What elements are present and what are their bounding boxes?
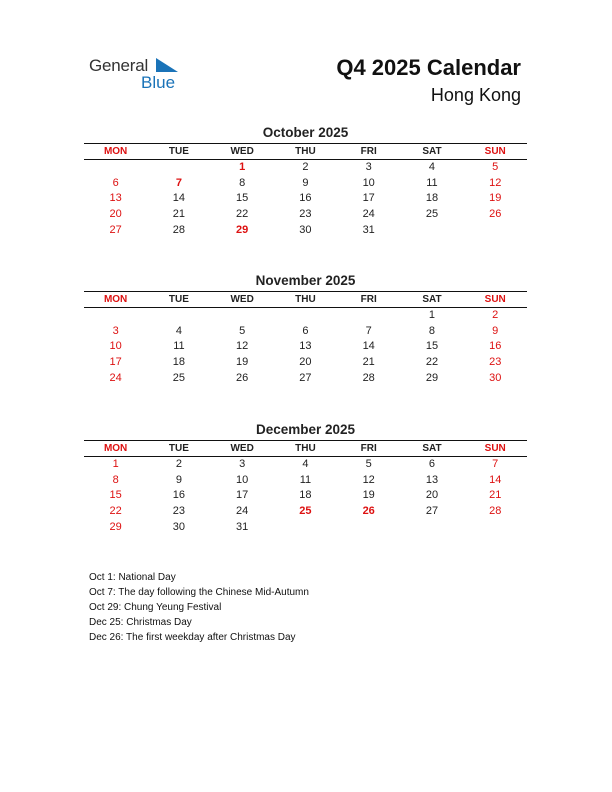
day-cell: 31 bbox=[236, 520, 249, 533]
day-cell: 11 bbox=[173, 340, 185, 353]
day-cell: 4 bbox=[428, 160, 436, 173]
day-cell: 23 bbox=[172, 505, 186, 518]
empty-cell bbox=[337, 520, 400, 536]
day-cell: 30 bbox=[172, 520, 186, 533]
month-title: December 2025 bbox=[255, 422, 356, 437]
week-row bbox=[84, 160, 527, 176]
day-cell: 24 bbox=[109, 371, 122, 384]
day-cell: 7 bbox=[175, 176, 182, 189]
day-cell: 20 bbox=[299, 356, 312, 369]
day-cell: 5 bbox=[365, 457, 372, 470]
day-cell: 16 bbox=[299, 192, 312, 205]
day-cell: 17 bbox=[362, 192, 375, 205]
day-cell: 1 bbox=[112, 457, 119, 470]
day-cell: 5 bbox=[492, 160, 499, 173]
weekday-thu: THU bbox=[274, 144, 337, 160]
day-cell: 24 bbox=[236, 505, 249, 518]
day-cell: 28 bbox=[172, 223, 186, 236]
empty-cell bbox=[274, 520, 337, 536]
day-cell: 5 bbox=[239, 324, 246, 337]
day-cell: 26 bbox=[362, 505, 375, 518]
weekday-tue: TUE bbox=[147, 144, 210, 160]
day-cell: 19 bbox=[236, 356, 249, 369]
month-title: October 2025 bbox=[262, 125, 349, 140]
week-row bbox=[84, 308, 527, 324]
day-cell: 25 bbox=[299, 505, 312, 518]
day-cell: 15 bbox=[109, 489, 122, 502]
weekday-sun: SUN bbox=[464, 144, 527, 160]
weekday-thu: THU bbox=[274, 292, 337, 308]
day-cell: 4 bbox=[302, 457, 309, 470]
day-cell: 9 bbox=[492, 324, 499, 337]
region-name: Hong Kong bbox=[430, 85, 521, 105]
weekday-header bbox=[84, 441, 527, 457]
day-cell: 20 bbox=[109, 208, 122, 221]
day-cell: 30 bbox=[299, 223, 312, 236]
day-cell: 21 bbox=[489, 489, 502, 502]
holiday-note: Oct 1: National Day bbox=[89, 572, 176, 583]
day-cell: 27 bbox=[109, 223, 122, 236]
logo-triangle-icon bbox=[156, 58, 178, 72]
holiday-notes bbox=[89, 570, 309, 645]
empty-cell bbox=[400, 223, 463, 239]
weekday-tue: TUE bbox=[147, 292, 210, 308]
day-cell: 7 bbox=[492, 457, 499, 470]
holiday-note: Dec 25: Christmas Day bbox=[89, 617, 192, 628]
weekday-mon: MON bbox=[84, 144, 147, 160]
day-cell: 9 bbox=[302, 176, 309, 189]
day-cell: 23 bbox=[299, 208, 312, 221]
month-november bbox=[84, 272, 527, 387]
day-cell: 29 bbox=[425, 371, 439, 384]
day-cell: 22 bbox=[236, 208, 249, 221]
day-cell: 26 bbox=[489, 208, 502, 221]
weekday-fri: FRI bbox=[337, 441, 400, 457]
holiday-note: Oct 29: Chung Yeung Festival bbox=[89, 602, 222, 613]
weekday-thu: THU bbox=[274, 441, 337, 457]
day-cell: 17 bbox=[109, 356, 122, 369]
weekday-sun: SUN bbox=[464, 292, 527, 308]
day-cell: 3 bbox=[365, 160, 372, 173]
day-cell: 20 bbox=[425, 489, 439, 502]
day-cell: 13 bbox=[299, 340, 312, 353]
day-cell: 26 bbox=[236, 371, 249, 384]
day-cell: 25 bbox=[172, 371, 186, 384]
day-cell: 28 bbox=[489, 505, 502, 518]
day-cell: 22 bbox=[425, 356, 439, 369]
day-cell: 30 bbox=[489, 371, 502, 384]
page-title: Q4 2025 Calendar bbox=[336, 55, 521, 80]
week-row bbox=[84, 473, 527, 489]
holiday-note: Oct 7: The day following the Chinese Mid-Autumn bbox=[89, 587, 309, 598]
weekday-sat: SAT bbox=[400, 144, 463, 160]
day-cell: 12 bbox=[236, 340, 249, 353]
day-cell: 23 bbox=[489, 356, 502, 369]
day-cell: 18 bbox=[299, 489, 312, 502]
weekday-sun: SUN bbox=[464, 441, 527, 457]
weekday-wed: WED bbox=[211, 441, 274, 457]
day-cell: 11 bbox=[426, 176, 438, 189]
week-row bbox=[84, 488, 527, 504]
day-cell: 27 bbox=[425, 505, 439, 518]
week-row bbox=[84, 371, 527, 387]
day-cell: 21 bbox=[362, 356, 375, 369]
empty-cell bbox=[400, 520, 463, 536]
day-cell: 6 bbox=[428, 457, 436, 470]
day-cell: 1 bbox=[428, 308, 436, 321]
day-cell: 31 bbox=[362, 223, 375, 236]
day-cell: 17 bbox=[236, 489, 249, 502]
day-cell: 16 bbox=[489, 340, 502, 353]
day-cell: 22 bbox=[109, 505, 122, 518]
day-cell: 6 bbox=[302, 324, 309, 337]
logo-blue-text: Blue bbox=[141, 73, 176, 92]
day-cell: 2 bbox=[302, 160, 309, 173]
week-row bbox=[84, 324, 527, 340]
day-cell: 1 bbox=[239, 160, 246, 173]
weekday-tue: TUE bbox=[147, 441, 210, 457]
empty-cell bbox=[147, 160, 210, 176]
day-cell: 14 bbox=[362, 340, 375, 353]
day-cell: 8 bbox=[239, 176, 246, 189]
holiday-note: Dec 26: The first weekday after Christmas Day bbox=[89, 632, 296, 643]
weekday-fri: FRI bbox=[337, 144, 400, 160]
day-cell: 8 bbox=[428, 324, 436, 337]
weekday-mon: MON bbox=[84, 292, 147, 308]
weekday-wed: WED bbox=[211, 292, 274, 308]
weekday-sat: SAT bbox=[400, 292, 463, 308]
empty-cell bbox=[84, 308, 147, 324]
empty-cell bbox=[84, 160, 147, 176]
week-row bbox=[84, 355, 527, 371]
week-row bbox=[84, 207, 527, 223]
day-cell: 2 bbox=[175, 457, 182, 470]
day-cell: 19 bbox=[362, 489, 375, 502]
day-cell: 18 bbox=[425, 192, 439, 205]
weekday-header bbox=[84, 144, 527, 160]
week-row bbox=[84, 504, 527, 520]
week-row bbox=[84, 457, 527, 473]
day-cell: 14 bbox=[489, 473, 502, 486]
day-cell: 12 bbox=[489, 176, 502, 189]
weekday-mon: MON bbox=[84, 441, 147, 457]
day-cell: 10 bbox=[236, 473, 249, 486]
day-cell: 10 bbox=[109, 340, 122, 353]
day-cell: 12 bbox=[362, 473, 375, 486]
month-october bbox=[84, 124, 527, 239]
week-row bbox=[84, 176, 527, 192]
day-cell: 15 bbox=[425, 340, 439, 353]
day-cell: 29 bbox=[236, 223, 249, 236]
day-cell: 13 bbox=[109, 192, 122, 205]
day-cell: 7 bbox=[365, 324, 372, 337]
month-december bbox=[84, 421, 527, 536]
weekday-sat: SAT bbox=[400, 441, 463, 457]
weekday-fri: FRI bbox=[337, 292, 400, 308]
week-row bbox=[84, 520, 527, 536]
empty-cell bbox=[211, 308, 274, 324]
day-cell: 27 bbox=[299, 371, 312, 384]
day-cell: 9 bbox=[175, 473, 182, 486]
day-cell: 3 bbox=[112, 324, 119, 337]
day-cell: 28 bbox=[362, 371, 375, 384]
week-row bbox=[84, 339, 527, 355]
day-cell: 24 bbox=[362, 208, 375, 221]
day-cell: 6 bbox=[112, 176, 119, 189]
empty-cell bbox=[274, 308, 337, 324]
empty-cell bbox=[464, 223, 527, 239]
weekday-wed: WED bbox=[211, 144, 274, 160]
empty-cell bbox=[337, 308, 400, 324]
day-cell: 10 bbox=[362, 176, 375, 189]
day-cell: 11 bbox=[299, 473, 312, 486]
day-cell: 21 bbox=[172, 208, 186, 221]
month-title: November 2025 bbox=[255, 273, 356, 288]
empty-cell bbox=[147, 308, 210, 324]
week-row bbox=[84, 223, 527, 239]
week-row bbox=[84, 191, 527, 207]
day-cell: 18 bbox=[172, 356, 186, 369]
day-cell: 14 bbox=[172, 192, 186, 205]
day-cell: 8 bbox=[112, 473, 119, 486]
empty-cell bbox=[464, 520, 527, 536]
day-cell: 3 bbox=[239, 457, 246, 470]
day-cell: 2 bbox=[492, 308, 499, 321]
generalblue-logo bbox=[89, 56, 199, 96]
logo-general-text: General bbox=[89, 56, 149, 75]
day-cell: 29 bbox=[109, 520, 122, 533]
day-cell: 15 bbox=[236, 192, 249, 205]
day-cell: 4 bbox=[175, 324, 182, 337]
day-cell: 19 bbox=[489, 192, 502, 205]
weekday-header bbox=[84, 292, 527, 308]
day-cell: 25 bbox=[425, 208, 439, 221]
day-cell: 13 bbox=[425, 473, 439, 486]
day-cell: 16 bbox=[172, 489, 186, 502]
